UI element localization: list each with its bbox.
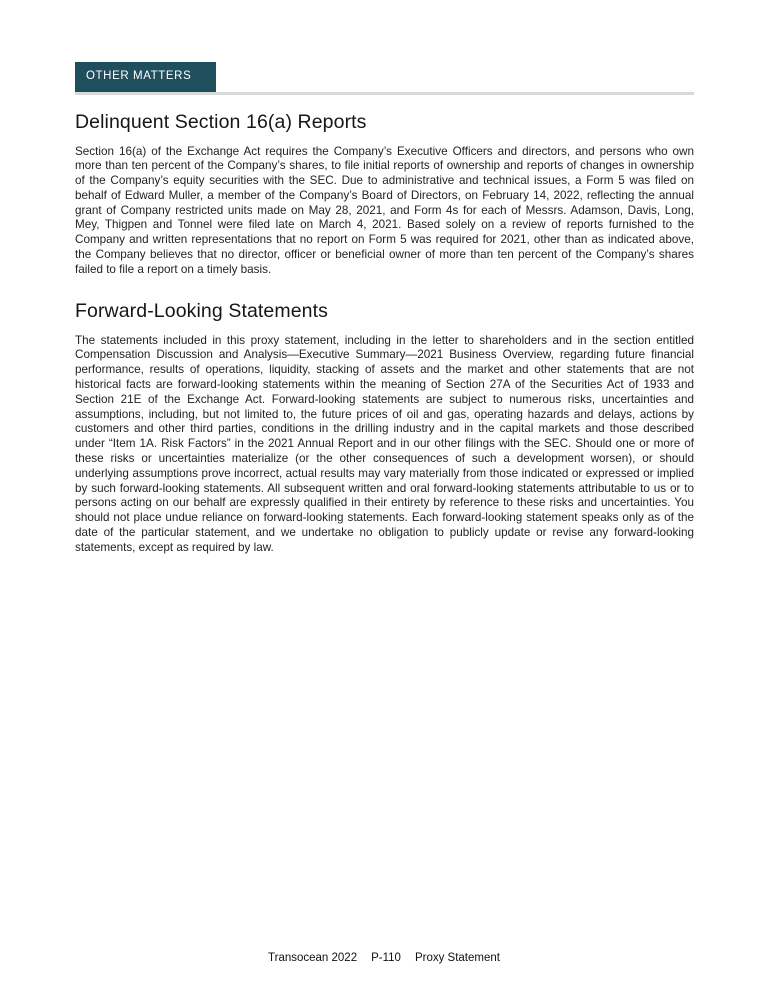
page-footer bbox=[0, 952, 768, 964]
section-tag: OTHER MATTERS bbox=[75, 62, 216, 92]
footer-brand: Transocean 2022 bbox=[268, 952, 358, 964]
heading-delinquent-section-16a-reports: Delinquent Section 16(a) Reports bbox=[75, 110, 367, 133]
heading-forward-looking-statements: Forward-Looking Statements bbox=[75, 299, 328, 322]
paragraph-section-16a: Section 16(a) of the Exchange Act requires the Company’s Executive Officers and directors, and persons who own more than ten percent of the Company’s shares, to file initial reports of ownership and reports of changes in ownership of the Company’s equity securities with the SEC. Due to administrative and technical issues, a Form 5 was filed on behalf of Edward Muller, a member of the Company’s Board of Directors, on February 14, 2022, reflecting the annual grant of Company restricted units made on May 28, 2021, and Form 4s for each of Messrs. Adamson, Davis, Long, Mey, Thigpen and Tonnel were filed late on March 4, 2021. Based solely on a review of reports furnished to the Company and written representations that no report on Form 5 was required for 2021, other than as indicated above, the Company believes that no director, officer or beneficial owner of more than ten percent of the Company’s shares failed to file a report on a timely basis. bbox=[75, 144, 694, 276]
footer-page-number: P-110 bbox=[371, 952, 401, 964]
section-tag-row bbox=[75, 62, 694, 92]
page-content bbox=[75, 62, 694, 556]
paragraph-forward-looking: The statements included in this proxy statement, including in the letter to shareholders and in the section entitled Compensation Discussion and Analysis—Executive Summary—2021 Business Overview, regarding future financial performance, results of operations, liquidity, stacking of assets and the market and other statements that are not historical facts are forward-looking statements within the meaning of Section 27A of the Securities Act of 1933 and Section 21E of the Exchange Act. Forward-looking statements are subject to numerous risks, uncertainties and assumptions, including, but not limited to, the future prices of oil and gas, operating hazards and delays, actions by customers and other third parties, conditions in the drilling industry and in the capital markets and those described under “Item 1A. Risk Factors” in the 2021 Annual Report and in our other filings with the SEC. Should one or more of these risks or uncertainties materialize (or the other consequences of such a development worsen), or should underlying assumptions prove incorrect, actual results may vary materially from those indicated or expressed or implied by such forward-looking statements. All subsequent written and oral forward-looking statements attributable to us or to persons acting on our behalf are expressly qualified in their entirety by reference to these risks and uncertainties. You should not place undue reliance on forward-looking statements. Each forward-looking statement speaks only as of the date of the particular statement, and we undertake no obligation to publicly update or revise any forward-looking statements, except as required by law. bbox=[75, 333, 694, 554]
footer-label: Proxy Statement bbox=[414, 952, 500, 964]
header-rule bbox=[75, 92, 694, 95]
